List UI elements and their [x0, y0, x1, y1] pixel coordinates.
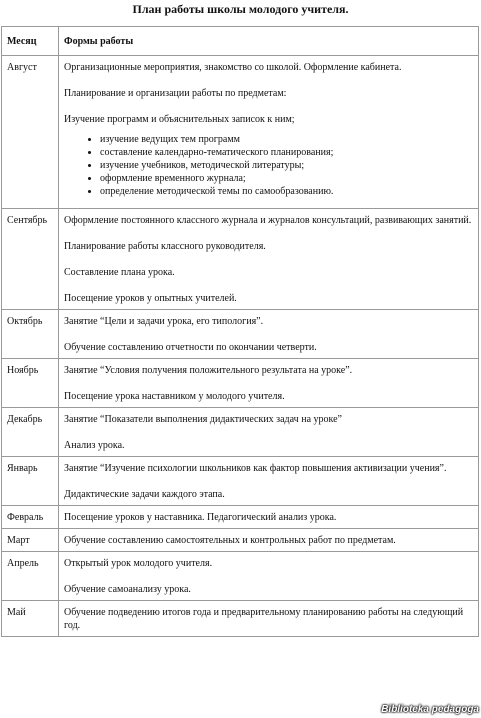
month-cell: Февраль: [2, 506, 59, 529]
forms-cell: [59, 56, 479, 209]
month-cell: Май: [2, 601, 59, 637]
forms-cell: [59, 359, 479, 408]
table-row: [2, 506, 479, 529]
work-item: Обучение самоанализу урока.: [64, 584, 191, 595]
work-item: Занятие “Показатели выполнения дидактических задач на уроке”: [64, 414, 342, 425]
work-item: Посещение уроков у наставника. Педагогический анализ урока.: [64, 512, 337, 523]
forms-cell: [59, 408, 479, 457]
month-cell: Октябрь: [2, 310, 59, 359]
table-row: [2, 552, 479, 601]
work-item: Занятие “Изучение психологии школьников как фактор повышения активизации учения”.: [64, 463, 447, 474]
month-cell: Март: [2, 529, 59, 552]
table-header-row: [2, 27, 479, 56]
forms-cell: [59, 506, 479, 529]
work-item: Планирование работы классного руководителя.: [64, 241, 266, 252]
work-item: Дидактические задачи каждого этапа.: [64, 489, 225, 500]
sub-task-item: • оформление временного журнала;: [100, 172, 473, 185]
work-item: Занятие “Условия получения положительного результата на уроке”.: [64, 365, 353, 376]
work-item: Обучение составлению отчетности по окончании четверти.: [64, 342, 317, 353]
header-month: Месяц: [2, 27, 59, 56]
forms-cell: [59, 601, 479, 637]
month-cell: Сентябрь: [2, 209, 59, 310]
table-row: [2, 56, 479, 209]
table-row: [2, 601, 479, 637]
month-cell: Январь: [2, 457, 59, 506]
work-item: Занятие “Цели и задачи урока, его типология”.: [64, 316, 264, 327]
forms-cell: [59, 310, 479, 359]
work-item: Организационные мероприятия, знакомство со школой. Оформление кабинета.: [64, 62, 402, 73]
sub-task-item: • изучение ведущих тем программ: [100, 133, 473, 146]
page-title: План работы школы молодого учителя.: [132, 2, 349, 16]
table-row: [2, 209, 479, 310]
sub-task-item: • составление календарно-тематического планирования;: [100, 146, 473, 159]
forms-cell: [59, 209, 479, 310]
work-item: Обучение составлению самостоятельных и контрольных работ по предметам.: [64, 535, 396, 546]
table-row: [2, 457, 479, 506]
forms-cell: [59, 552, 479, 601]
watermark: Biblioteka pedagoga: [381, 704, 479, 715]
table-row: [2, 359, 479, 408]
month-cell: Август: [2, 56, 59, 209]
sub-task-list: [64, 133, 473, 198]
table-row: [2, 529, 479, 552]
table-body: [2, 56, 479, 637]
table-row: [2, 408, 479, 457]
work-item: Анализ урока.: [64, 440, 125, 451]
work-item: Открытый урок молодого учителя.: [64, 558, 213, 569]
work-item: Обучение подведению итогов года и предварительному планированию работы на следующий год.: [64, 607, 464, 631]
month-cell: Ноябрь: [2, 359, 59, 408]
header-forms: Формы работы: [59, 27, 479, 56]
month-cell: Декабрь: [2, 408, 59, 457]
work-item: Изучение программ и объяснительных записок к ним;: [64, 114, 295, 125]
work-item: Оформление постоянного классного журнала и журналов консультаций, развивающих занятий.: [64, 215, 472, 226]
work-item: Посещение уроков у опытных учителей.: [64, 293, 237, 304]
work-item: Планирование и организации работы по предметам:: [64, 88, 287, 99]
work-item: Посещение урока наставником у молодого учителя.: [64, 391, 285, 402]
sub-task-item: • определение методической темы по самообразованию.: [100, 185, 473, 198]
work-plan-table: [1, 26, 479, 637]
work-item: Составление плана урока.: [64, 267, 175, 278]
table-row: [2, 310, 479, 359]
sub-task-item: • изучение учебников, методической литературы;: [100, 159, 473, 172]
forms-cell: [59, 529, 479, 552]
month-cell: Апрель: [2, 552, 59, 601]
forms-cell: [59, 457, 479, 506]
